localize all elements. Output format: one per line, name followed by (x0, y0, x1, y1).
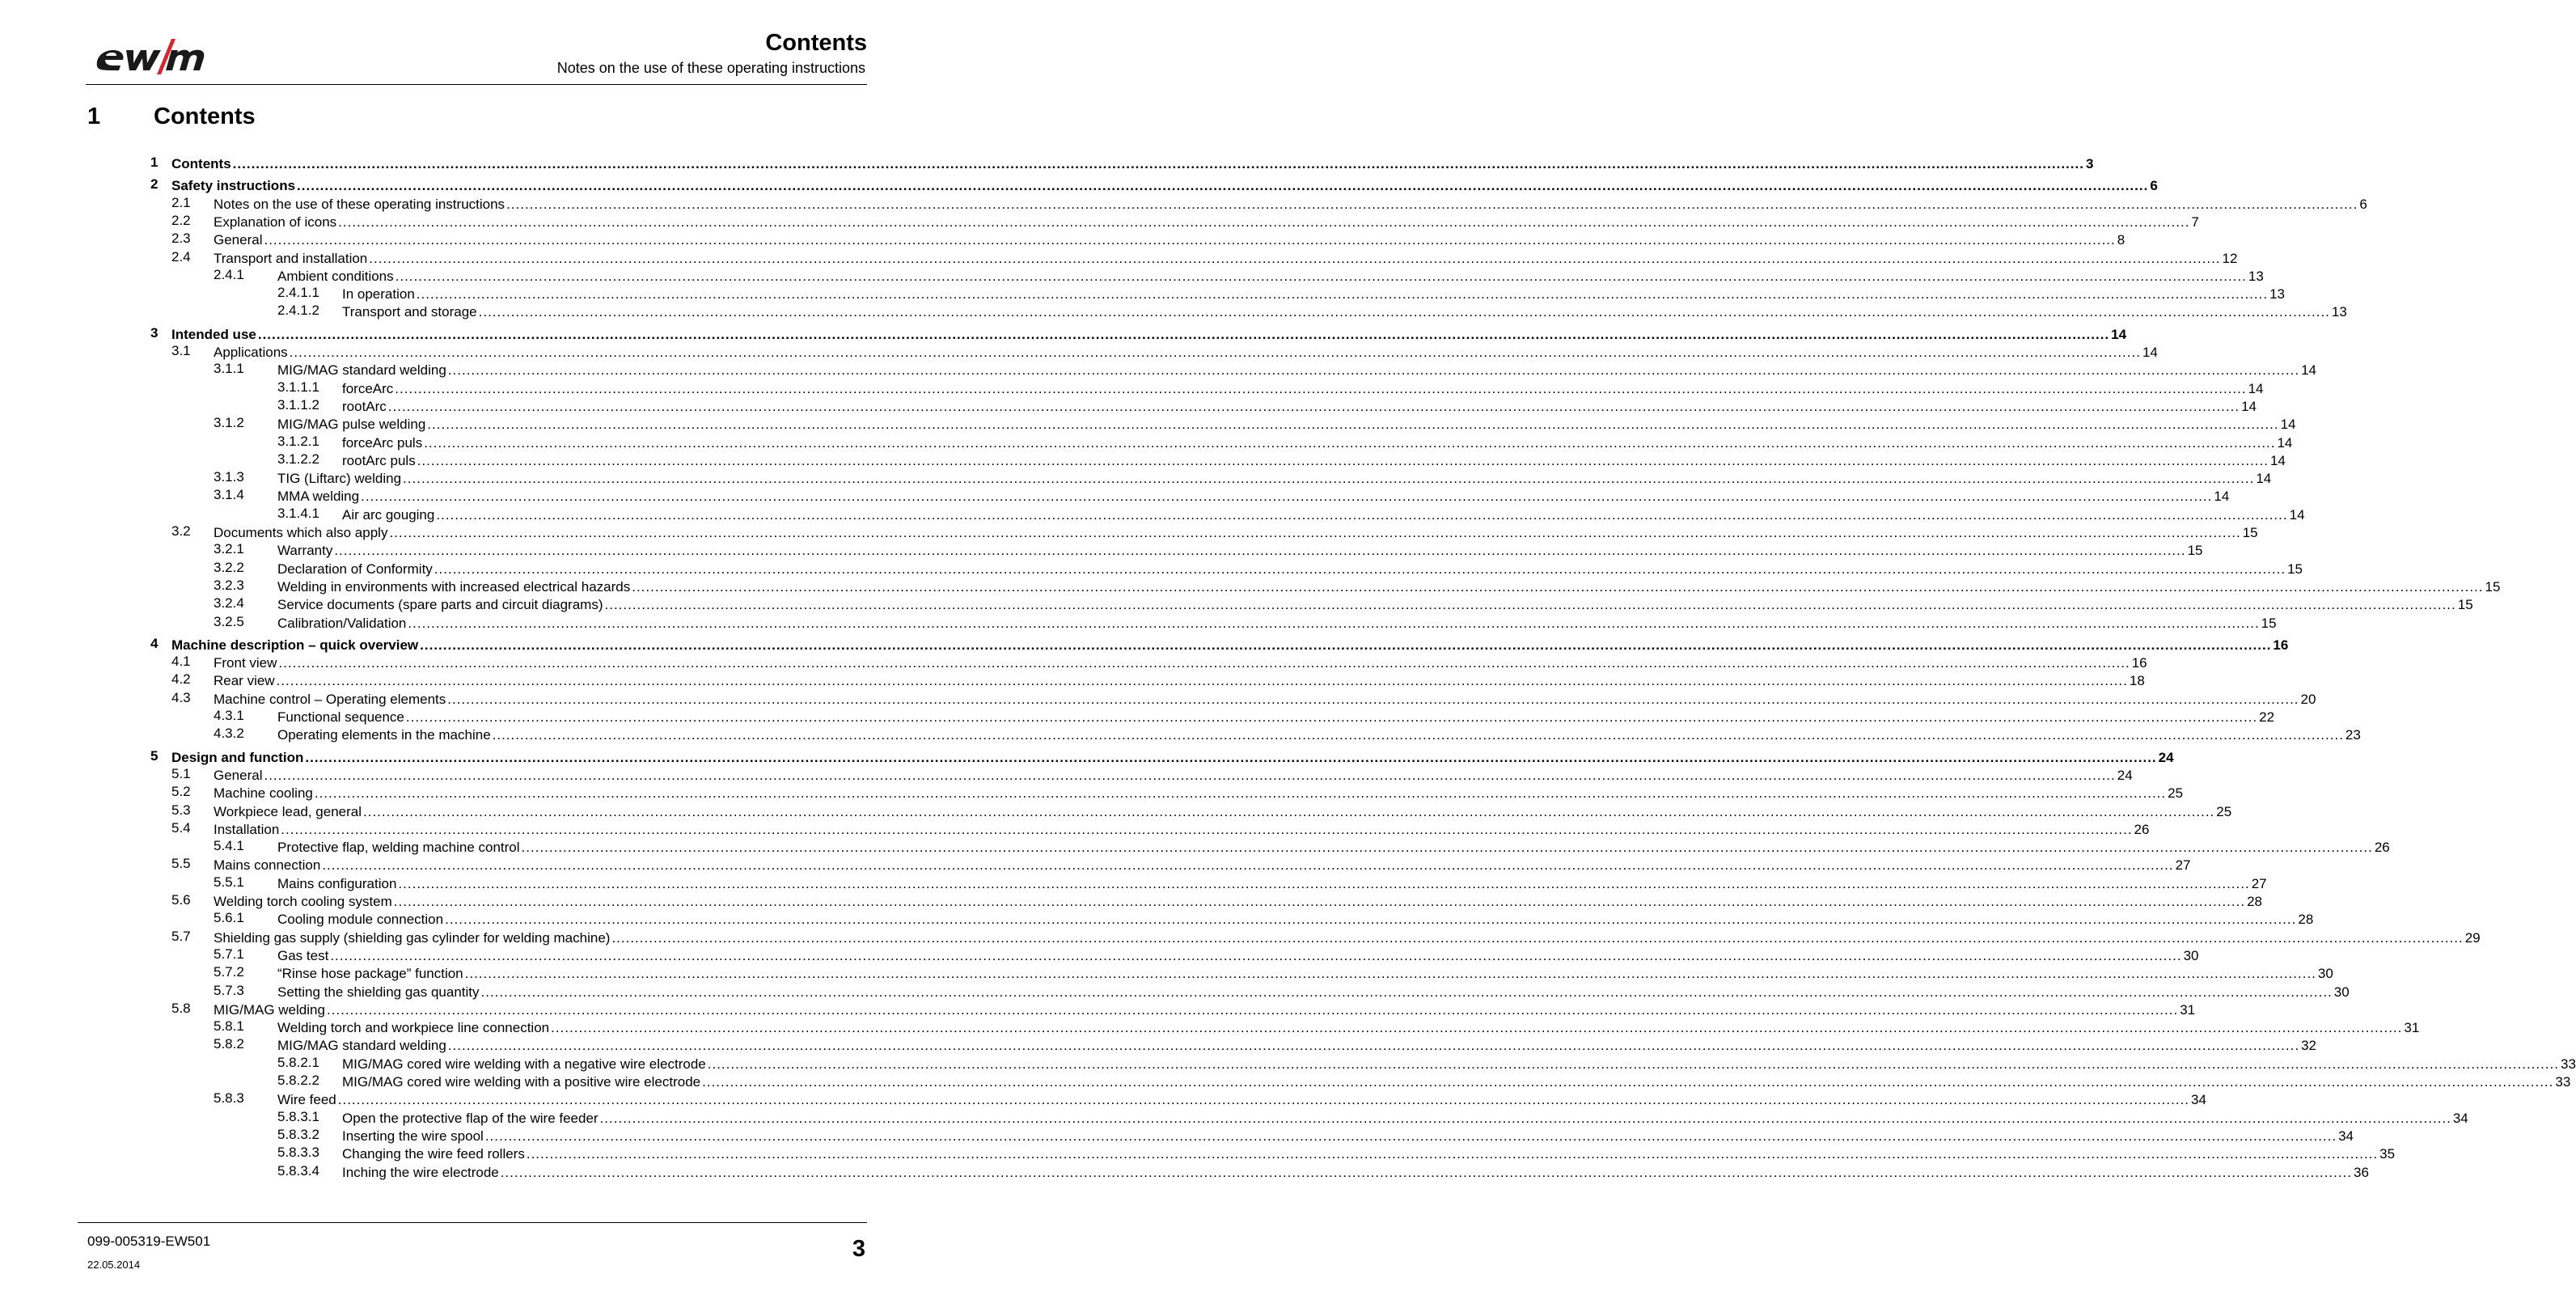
toc-entry-title: MMA welding (277, 489, 360, 505)
toc-dot-leader: ................................................................................................................................................................................................................................................................................................................................................................................................................ (232, 156, 2084, 171)
toc-entry-page: 34 (2338, 1128, 2354, 1144)
toc-entry-page: 7 (2191, 214, 2199, 230)
toc-entry-number: 3.1.1 (214, 361, 244, 377)
toc-entry-number: 5.1 (171, 765, 191, 781)
toc-entry-page: 14 (2248, 380, 2264, 396)
toc-dot-leader: ................................................................................................................................................................................................................................................................................................................................................................................................................ (526, 1146, 2379, 1162)
toc-entry-title: Shielding gas supply (shielding gas cylinder for welding machine) (214, 929, 611, 946)
toc-entry-page: 13 (2269, 286, 2285, 303)
document-number: 099-005319-EW501 (87, 1234, 211, 1249)
toc-dot-leader: ................................................................................................................................................................................................................................................................................................................................................................................................................ (361, 489, 2213, 505)
toc-entry-title: Welding torch cooling system (214, 894, 392, 909)
toc-dot-leader: ................................................................................................................................................................................................................................................................................................................................................................................................................ (447, 1038, 2300, 1054)
toc-entry-number: 3.2 (171, 523, 191, 539)
toc-entry-page: 34 (2191, 1092, 2206, 1108)
toc-dot-leader: ................................................................................................................................................................................................................................................................................................................................................................................................................ (264, 232, 2116, 248)
footer-divider (78, 1222, 867, 1223)
toc-entry[interactable] (277, 1073, 2571, 1090)
toc-dot-leader: ................................................................................................................................................................................................................................................................................................................................................................................................................ (330, 947, 2182, 963)
toc-dot-leader: ................................................................................................................................................................................................................................................................................................................................................................................................................ (599, 1110, 2451, 1126)
toc-entry-page: 30 (2183, 947, 2199, 963)
toc-entry-title: Protective flap, welding machine control (277, 840, 520, 856)
toc-entry-number: 5.8.2.2 (277, 1073, 319, 1088)
toc-entry-title: Workpiece lead, general (214, 803, 362, 819)
toc-dot-leader: ................................................................................................................................................................................................................................................................................................................................................................................................................ (478, 304, 2330, 320)
toc-entry-title: Welding in environments with increased electrical hazards (277, 578, 631, 595)
toc-entry-page: 36 (2354, 1164, 2369, 1180)
toc-dot-leader: ................................................................................................................................................................................................................................................................................................................................................................................................................ (484, 1128, 2337, 1144)
toc-entry-title: Welding torch and workpiece line connection (277, 1020, 550, 1036)
toc-dot-leader: ................................................................................................................................................................................................................................................................................................................................................................................................................ (405, 709, 2258, 725)
toc-entry-title: forceArc puls (342, 434, 423, 451)
toc-dot-leader: ................................................................................................................................................................................................................................................................................................................................................................................................................ (297, 178, 2149, 194)
toc-dot-leader: ................................................................................................................................................................................................................................................................................................................................................................................................................ (506, 196, 2358, 212)
toc-dot-leader: ................................................................................................................................................................................................................................................................................................................................................................................................................ (334, 543, 2186, 559)
toc-entry-title: General (214, 767, 263, 783)
toc-entry[interactable] (214, 910, 2314, 928)
toc-dot-leader: ................................................................................................................................................................................................................................................................................................................................................................................................................ (338, 214, 2190, 230)
toc-entry-number: 5.4.1 (214, 838, 244, 854)
toc-entry[interactable] (171, 212, 2199, 231)
toc-entry-page: 28 (2298, 912, 2314, 928)
toc-entry-title: Applications (214, 345, 288, 360)
toc-entry-page: 6 (2359, 196, 2367, 212)
toc-entry-number: 3.1.4 (214, 487, 244, 503)
page-number: 3 (852, 1236, 865, 1262)
toc-entry-title: Mains connection (214, 857, 321, 874)
toc-entry[interactable] (277, 1108, 2468, 1127)
toc-entry-title: MIG/MAG pulse welding (277, 417, 426, 433)
toc-dot-leader: ................................................................................................................................................................................................................................................................................................................................................................................................................ (480, 984, 2333, 1000)
toc-entry[interactable] (171, 689, 2316, 708)
toc-entry[interactable] (171, 784, 2184, 802)
toc-entry-title: “Rinse hose package” function (277, 966, 463, 982)
toc-entry-title: Calibration/Validation (277, 615, 407, 631)
toc-entry-number: 5.4 (171, 819, 191, 836)
toc-entry[interactable] (277, 285, 2285, 303)
toc-entry[interactable] (171, 765, 2133, 784)
toc-entry-page: 25 (2216, 803, 2232, 819)
toc-entry-page: 33 (2555, 1074, 2571, 1090)
toc-entry-page: 6 (2150, 178, 2158, 194)
toc-dot-leader: ................................................................................................................................................................................................................................................................................................................................................................................................................ (408, 615, 2260, 631)
toc-entry-title: Ambient conditions (277, 268, 394, 284)
toc-entry-number: 5.5 (171, 856, 191, 872)
toc-entry[interactable] (150, 324, 2127, 343)
toc-dot-leader: ................................................................................................................................................................................................................................................................................................................................................................................................................ (707, 1056, 2560, 1072)
toc-entry-page: 32 (2301, 1038, 2316, 1054)
toc-entry[interactable] (171, 856, 2191, 874)
toc-dot-leader: ................................................................................................................................................................................................................................................................................................................................................................................................................ (322, 857, 2174, 874)
toc-entry[interactable] (214, 1036, 2316, 1054)
toc-entry-page: 14 (2214, 489, 2230, 505)
toc-dot-leader: ................................................................................................................................................................................................................................................................................................................................................................................................................ (445, 912, 2297, 928)
toc-dot-leader: ................................................................................................................................................................................................................................................................................................................................................................................................................ (395, 380, 2247, 396)
toc-entry[interactable] (214, 559, 2303, 578)
toc-dot-leader: ................................................................................................................................................................................................................................................................................................................................................................................................................ (447, 362, 2300, 379)
toc-entry-title: rootArc (342, 398, 387, 414)
toc-entry-number: 2.4.1.1 (277, 285, 319, 301)
toc-entry[interactable] (277, 1162, 2369, 1181)
toc-entry-page: 15 (2287, 561, 2303, 577)
toc-entry-title: Air arc gouging (342, 506, 435, 523)
toc-entry-title: Design and function (171, 749, 304, 765)
toc-entry-number: 4.3.1 (214, 708, 244, 723)
toc-entry-number: 3.2.4 (214, 595, 244, 612)
toc-entry-page: 8 (2117, 232, 2126, 248)
toc-dot-leader: ................................................................................................................................................................................................................................................................................................................................................................................................................ (420, 637, 2272, 653)
toc-entry-title: Changing the wire feed rollers (342, 1146, 525, 1162)
toc-entry[interactable] (171, 343, 2158, 361)
toc-dot-leader: ................................................................................................................................................................................................................................................................................................................................................................................................................ (387, 398, 2240, 414)
toc-entry-number: 3.2.3 (214, 577, 244, 593)
toc-entry[interactable] (150, 154, 2094, 172)
toc-entry-title: TIG (Liftarc) welding (277, 471, 402, 487)
toc-entry-number: 4.3 (171, 689, 191, 705)
toc-entry-page: 14 (2280, 417, 2296, 433)
toc-entry-page: 24 (2117, 767, 2133, 783)
toc-entry-title: Transport and storage (342, 304, 477, 320)
toc-entry[interactable] (171, 819, 2150, 838)
toc-entry[interactable] (171, 671, 2145, 689)
toc-dot-leader: ................................................................................................................................................................................................................................................................................................................................................................................................................ (278, 655, 2130, 671)
toc-entry[interactable] (277, 396, 2257, 415)
toc-dot-leader: ................................................................................................................................................................................................................................................................................................................................................................................................................ (611, 929, 2464, 946)
toc-entry-page: 24 (2158, 749, 2174, 765)
toc-entry-page: 14 (2301, 362, 2316, 379)
toc-entry-page: 28 (2247, 894, 2262, 909)
toc-entry-number: 5.2 (171, 784, 191, 800)
toc-entry-page: 20 (2300, 691, 2316, 707)
toc-entry-number: 5.8.2 (214, 1036, 244, 1052)
toc-entry[interactable] (171, 1000, 2196, 1018)
toc-dot-leader: ................................................................................................................................................................................................................................................................................................................................................................................................................ (276, 673, 2128, 689)
toc-entry-title: rootArc puls (342, 452, 416, 468)
toc-entry-number: 5.6 (171, 892, 191, 908)
toc-entry-number: 3.1.2.2 (277, 451, 319, 467)
toc-entry-page: 16 (2131, 655, 2147, 671)
toc-entry-number: 4.2 (171, 671, 191, 688)
chapter-number: 1 (87, 104, 101, 129)
toc-entry-title: Explanation of icons (214, 214, 337, 230)
toc-entry-number: 5.8.3.2 (277, 1126, 319, 1142)
toc-entry-page: 29 (2464, 929, 2481, 946)
toc-entry-page: 30 (2333, 984, 2350, 1000)
toc-dot-leader: ................................................................................................................................................................................................................................................................................................................................................................................................................ (436, 506, 2288, 523)
toc-entry-title: In operation (342, 286, 415, 303)
toc-entry[interactable] (214, 469, 2272, 487)
toc-entry[interactable] (171, 654, 2147, 671)
toc-entry-number: 3.1.2 (214, 415, 244, 431)
toc-entry[interactable] (214, 982, 2350, 1001)
toc-entry-page: 30 (2317, 966, 2333, 982)
toc-entry-number: 5.8.3.1 (277, 1108, 319, 1124)
toc-dot-leader: ................................................................................................................................................................................................................................................................................................................................................................................................................ (604, 597, 2456, 613)
toc-dot-leader: ................................................................................................................................................................................................................................................................................................................................................................................................................ (427, 417, 2279, 433)
toc-entry[interactable] (214, 964, 2333, 982)
toc-dot-leader: ................................................................................................................................................................................................................................................................................................................................................................................................................ (403, 471, 2255, 487)
toc-entry-title: Safety instructions (171, 178, 296, 194)
toc-entry-title: Intended use (171, 326, 256, 342)
toc-dot-leader: ................................................................................................................................................................................................................................................................................................................................................................................................................ (464, 966, 2316, 982)
toc-entry[interactable] (171, 248, 2238, 267)
toc-entry-page: 15 (2187, 543, 2203, 559)
toc-entry-page: 12 (2222, 250, 2238, 266)
header-subtitle: Notes on the use of these operating instructions (556, 60, 865, 76)
toc-entry-page: 16 (2273, 637, 2289, 653)
toc-entry-number: 2.4 (171, 248, 191, 265)
toc-entry-number: 3.1.2.1 (277, 433, 319, 449)
toc-entry-page: 31 (2180, 1001, 2196, 1018)
toc-entry[interactable] (171, 802, 2232, 820)
toc-entry-page: 14 (2241, 398, 2257, 414)
toc-entry-page: 27 (2251, 875, 2267, 891)
toc-entry-page: 22 (2259, 709, 2275, 725)
toc-entry[interactable] (214, 874, 2267, 892)
toc-entry-page: 15 (2242, 525, 2258, 540)
toc-dot-leader: ................................................................................................................................................................................................................................................................................................................................................................................................................ (314, 785, 2167, 802)
toc-entry-number: 5.8.3.3 (277, 1145, 319, 1161)
toc-dot-leader: ................................................................................................................................................................................................................................................................................................................................................................................................................ (257, 326, 2110, 342)
toc-entry-page: 34 (2452, 1110, 2468, 1126)
toc-dot-leader: ................................................................................................................................................................................................................................................................................................................................................................................................................ (389, 525, 2241, 540)
toc-entry-title: MIG/MAG cored wire welding with a negative wire electrode (342, 1056, 706, 1072)
toc-entry[interactable] (171, 231, 2126, 248)
toc-entry-title: Operating elements in the machine (277, 727, 491, 743)
toc-dot-leader: ................................................................................................................................................................................................................................................................................................................................................................................................................ (363, 803, 2215, 819)
toc-dot-leader: ................................................................................................................................................................................................................................................................................................................................................................................................................ (500, 1164, 2352, 1180)
toc-entry-number: 5.5.1 (214, 874, 244, 890)
toc-entry-number: 2.1 (171, 194, 191, 210)
toc-entry-page: 14 (2277, 434, 2293, 451)
toc-entry-number: 4 (150, 635, 159, 651)
toc-entry-number: 5.8.1 (214, 1018, 244, 1035)
document-date: 22.05.2014 (87, 1259, 141, 1271)
toc-entry-title: Inching the wire electrode (342, 1164, 499, 1180)
toc-entry-page: 26 (2374, 840, 2390, 856)
toc-entry[interactable] (277, 505, 2305, 523)
toc-entry-number: 4.3.2 (214, 726, 244, 742)
toc-dot-leader: ................................................................................................................................................................................................................................................................................................................................................................................................................ (521, 840, 2373, 856)
toc-entry-title: Open the protective flap of the wire feeder (342, 1110, 599, 1126)
toc-entry[interactable] (277, 303, 2347, 320)
toc-entry-number: 5.8.3.4 (277, 1162, 319, 1179)
toc-entry-title: Machine description – quick overview (171, 637, 419, 653)
toc-entry-number: 4.1 (171, 654, 191, 670)
toc-entry[interactable] (171, 194, 2367, 213)
toc-dot-leader: ................................................................................................................................................................................................................................................................................................................................................................................................................ (305, 749, 2157, 765)
toc-entry[interactable] (214, 595, 2473, 613)
toc-entry-page: 13 (2248, 268, 2264, 284)
toc-entry[interactable] (277, 379, 2264, 397)
toc-entry-page: 15 (2261, 615, 2277, 631)
toc-entry[interactable] (214, 1090, 2206, 1108)
toc-entry-title: Front view (214, 655, 277, 671)
toc-dot-leader: ................................................................................................................................................................................................................................................................................................................................................................................................................ (434, 561, 2286, 577)
toc-entry-number: 3.1.1.2 (277, 396, 319, 413)
toc-entry-page: 14 (2289, 506, 2305, 523)
toc-entry-page: 14 (2269, 452, 2286, 468)
toc-entry-page: 14 (2142, 345, 2158, 360)
toc-entry[interactable] (214, 487, 2230, 505)
toc-entry-page: 3 (2085, 156, 2094, 171)
toc-entry-title: Contents (171, 156, 231, 171)
toc-entry-number: 3.1.4.1 (277, 505, 319, 521)
toc-entry-title: MIG/MAG standard welding (277, 362, 446, 379)
toc-dot-leader: ................................................................................................................................................................................................................................................................................................................................................................................................................ (417, 452, 2269, 468)
toc-entry-title: Machine cooling (214, 785, 313, 802)
toc-entry[interactable] (214, 266, 2264, 285)
toc-dot-leader: ................................................................................................................................................................................................................................................................................................................................................................................................................ (424, 434, 2276, 451)
toc-entry-number: 5.8.3 (214, 1090, 244, 1107)
toc-entry[interactable] (277, 1126, 2354, 1145)
toc-entry[interactable] (277, 1145, 2396, 1162)
toc-entry-title: Gas test (277, 947, 329, 963)
toc-entry-number: 3.1.1.1 (277, 379, 319, 395)
toc-entry-number: 5.3 (171, 802, 191, 818)
toc-entry[interactable] (150, 176, 2158, 194)
toc-entry[interactable] (277, 451, 2286, 469)
toc-entry-title: Wire feed (277, 1092, 336, 1108)
toc-entry[interactable] (150, 635, 2289, 654)
toc-entry-number: 5.6.1 (214, 910, 244, 926)
toc-entry-number: 5.7.3 (214, 982, 244, 998)
toc-entry[interactable] (171, 928, 2481, 946)
toc-entry-title: Mains configuration (277, 875, 397, 891)
toc-entry-number: 2.4.1.2 (277, 303, 319, 319)
toc-dot-leader: ................................................................................................................................................................................................................................................................................................................................................................................................................ (395, 268, 2247, 284)
toc-entry-number: 2.2 (171, 212, 191, 228)
toc-entry-number: 2 (150, 176, 159, 193)
toc-dot-leader: ................................................................................................................................................................................................................................................................................................................................................................................................................ (702, 1074, 2554, 1090)
toc-dot-leader: ................................................................................................................................................................................................................................................................................................................................................................................................................ (281, 821, 2133, 837)
toc-entry-title: Rear view (214, 673, 275, 689)
toc-entry-page: 25 (2168, 785, 2184, 802)
header-title: Contents (765, 30, 867, 56)
toc-entry-title: Machine control – Operating elements (214, 691, 446, 707)
toc-entry-number: 5.7.1 (214, 946, 244, 962)
toc-entry-title: Cooling module connection (277, 912, 444, 928)
toc-dot-leader: ................................................................................................................................................................................................................................................................................................................................................................................................................ (337, 1092, 2190, 1108)
chapter-title: Contents (154, 104, 256, 129)
toc-entry-title: Service documents (spare parts and circuit diagrams) (277, 597, 603, 613)
toc-entry-page: 13 (2331, 304, 2347, 320)
toc-entry-title: Setting the shielding gas quantity (277, 984, 480, 1000)
toc-entry[interactable] (277, 1054, 2576, 1073)
toc-dot-leader: ................................................................................................................................................................................................................................................................................................................................................................................................................ (632, 578, 2484, 595)
toc-entry-number: 5.7.2 (214, 964, 244, 980)
toc-entry-page: 35 (2379, 1146, 2396, 1162)
toc-entry[interactable] (214, 726, 2361, 743)
toc-entry-page: 14 (2256, 471, 2272, 487)
toc-entry-page: 15 (2457, 597, 2473, 613)
toc-entry-number: 3.2.2 (214, 559, 244, 575)
toc-entry[interactable] (214, 361, 2316, 379)
toc-dot-leader: ................................................................................................................................................................................................................................................................................................................................................................................................................ (369, 250, 2221, 266)
toc-entry-page: 14 (2111, 326, 2127, 342)
toc-entry-number: 2.4.1 (214, 266, 244, 282)
toc-entry-title: Declaration of Conformity (277, 561, 433, 577)
toc-dot-leader: ................................................................................................................................................................................................................................................................................................................................................................................................................ (264, 767, 2116, 783)
toc-entry-number: 3.2.1 (214, 541, 244, 557)
toc-dot-leader: ................................................................................................................................................................................................................................................................................................................................................................................................................ (289, 345, 2141, 360)
toc-entry[interactable] (214, 838, 2390, 856)
toc-dot-leader: ................................................................................................................................................................................................................................................................................................................................................................................................................ (447, 691, 2299, 707)
toc-dot-leader: ................................................................................................................................................................................................................................................................................................................................................................................................................ (326, 1001, 2179, 1018)
toc-entry-title: MIG/MAG cored wire welding with a positive wire electrode (342, 1074, 701, 1090)
toc-entry[interactable] (150, 747, 2174, 766)
toc-entry-number: 3.1 (171, 343, 191, 358)
toc-entry-title: Transport and installation (214, 250, 368, 266)
toc-entry-number: 5.7 (171, 928, 191, 944)
toc-entry-title: forceArc (342, 380, 394, 396)
toc-entry-page: 27 (2175, 857, 2191, 874)
toc-entry[interactable] (214, 1018, 2420, 1036)
toc-dot-leader: ................................................................................................................................................................................................................................................................................................................................................................................................................ (416, 286, 2269, 303)
toc-entry-number: 2.3 (171, 231, 191, 247)
toc-dot-leader: ................................................................................................................................................................................................................................................................................................................................................................................................................ (551, 1020, 2403, 1036)
toc-entry[interactable] (214, 415, 2296, 433)
toc-entry-page: 31 (2404, 1020, 2420, 1036)
toc-entry-title: Installation (214, 821, 280, 837)
toc-entry-title: Inserting the wire spool (342, 1128, 484, 1144)
toc-entry[interactable] (214, 613, 2277, 632)
toc-dot-leader: ................................................................................................................................................................................................................................................................................................................................................................................................................ (492, 727, 2344, 743)
toc-entry[interactable] (171, 523, 2258, 541)
toc-entry[interactable] (214, 541, 2203, 559)
toc-entry-number: 5.8.2.1 (277, 1054, 319, 1070)
toc-entry-page: 18 (2129, 673, 2145, 689)
toc-entry-number: 3 (150, 324, 159, 341)
toc-entry-number: 5 (150, 747, 159, 764)
toc-entry-title: Functional sequence (277, 709, 404, 725)
toc-entry-title: Warranty (277, 543, 333, 559)
toc-entry[interactable] (171, 892, 2262, 910)
toc-entry-page: 26 (2134, 821, 2150, 837)
toc-entry-title: MIG/MAG welding (214, 1001, 325, 1018)
toc-entry-number: 5.8 (171, 1000, 191, 1016)
toc-entry[interactable] (214, 946, 2199, 964)
toc-entry-number: 3.1.3 (214, 469, 244, 485)
toc-entry-number: 1 (150, 154, 159, 170)
toc-entry[interactable] (277, 433, 2293, 451)
toc-entry-title: Notes on the use of these operating instructions (214, 196, 505, 212)
toc-entry[interactable] (214, 577, 2501, 595)
toc-entry-page: 23 (2345, 727, 2361, 743)
toc-entry[interactable] (214, 708, 2275, 726)
toc-entry-title: General (214, 232, 263, 248)
toc-entry-page: 33 (2561, 1056, 2576, 1072)
toc-entry-title: Documents which also apply (214, 525, 388, 540)
toc-entry-number: 3.2.5 (214, 613, 244, 629)
toc-entry-title: MIG/MAG standard welding (277, 1038, 446, 1054)
toc-dot-leader: ................................................................................................................................................................................................................................................................................................................................................................................................................ (398, 875, 2250, 891)
toc-entry-page: 15 (2485, 578, 2501, 595)
toc-dot-leader: ................................................................................................................................................................................................................................................................................................................................................................................................................ (393, 894, 2246, 909)
